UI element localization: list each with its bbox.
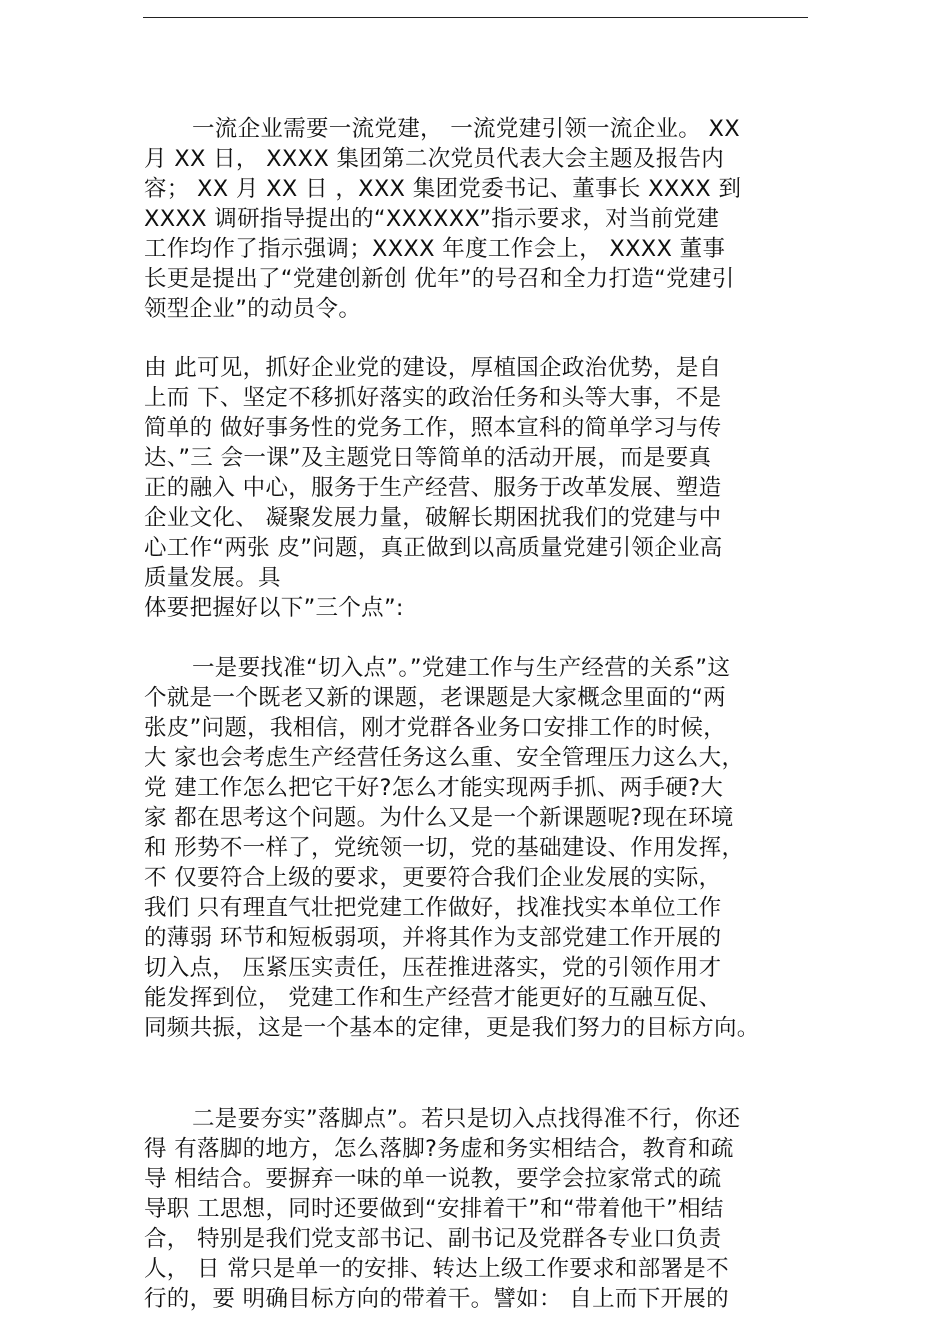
text-line: 人， 日 常只是单一的安排、转达上级工作要求和部署是不 [144,1256,729,1282]
text-line: 月 XX 日， XXXX 集团第二次党员代表大会主题及报告内 [144,146,725,172]
text-line: 和 形势不一样了，党统领一切，党的基础建设、作用发挥， [144,835,745,861]
text-line: 家 都在思考这个问题。为什么又是一个新课题呢?现在环境 [144,805,734,831]
text-line: 切入点， 压紧压实责任，压茬推进落实，党的引领作用才 [144,955,722,981]
text-line: 体要把握好以下”三个点”: [144,595,404,621]
text-line: 长更是提出了“党建创新创 优年”的号召和全力打造“党建引 [144,266,735,292]
text-line: 上而 下、坚定不移抓好落实的政治任务和头等大事，不是 [144,385,722,411]
text-line: 我们 只有理直气壮把党建工作做好，找准找实本单位工作 [144,895,722,921]
text-line: 领型企业”的动员令。 [144,296,362,322]
text-line: 一是要找准“切入点”。”党建工作与生产经营的关系”这 [192,655,731,681]
text-line: 个就是一个既老又新的课题，老课题是大家概念里面的“两 [144,685,726,711]
text-line: 简单的 做好事务性的党务工作，照本宣科的简单学习与传 [144,415,722,441]
paragraph-2 [144,353,820,623]
text-line: 二是要夯实”落脚点”。若只是切入点找得准不行，你还 [192,1106,741,1132]
text-line: 导职 工思想，同时还要做到“安排着干”和“带着他干”相结 [144,1196,724,1222]
paragraph-1 [144,114,820,324]
text-line: 不 仅要符合上级的要求，更要符合我们企业发展的实际， [144,865,722,891]
text-line: 行的，要 明确目标方向的带着干。譬如： 自上而下开展的 [144,1286,729,1312]
text-line: 党 建工作怎么把它干好?怎么才能实现两手抓、两手硬?大 [144,775,724,801]
text-line: 达、”三 会一课”及主题党日等简单的活动开展，而是要真 [144,445,712,471]
text-line: 企业文化、 凝聚发展力量，破解长期困扰我们的党建与中 [144,505,722,531]
header-rule [143,17,808,18]
text-line: 大 家也会考虑生产经营任务这么重、安全管理压力这么大， [144,745,745,771]
paragraph-3 [144,653,820,1043]
paragraph-4 [144,1104,820,1314]
text-line: 合， 特别是我们党支部书记、副书记及党群各专业口负责 [144,1226,722,1252]
text-line: 导 相结合。要摒弃一味的单一说教，要学会拉家常式的疏 [144,1166,722,1192]
text-line: 的薄弱 环节和短板弱项，并将其作为支部党建工作开展的 [144,925,722,951]
text-line: 张皮”问题，我相信，刚才党群各业务口安排工作的时候， [144,715,726,741]
text-line: 由 此可见，抓好企业党的建设，厚植国企政治优势，是自 [144,355,722,381]
text-line: XXXX 调研指导提出的“XXXXXX”指示要求，对当前党建 [144,206,720,232]
text-line: 心工作“两张 皮”问题，真正做到以高质量党建引领企业高 [144,535,723,561]
text-line: 质量发展。具 [144,565,281,591]
text-line: 同频共振，这是一个基本的定律，更是我们努力的目标方向。 [144,1015,760,1041]
text-line: 能发挥到位， 党建工作和生产经营才能更好的互融互促、 [144,985,722,1011]
text-line: 容； XX 月 XX 日 ，XXX 集团党委书记、董事长 XXXX 到 [144,176,742,202]
text-line: 一流企业需要一流党建， 一流党建引领一流企业。 XX [192,116,740,142]
text-line: 得 有落脚的地方，怎么落脚?务虚和务实相结合，教育和疏 [144,1136,734,1162]
text-line: 工作均作了指示强调；XXXX 年度工作会上， XXXX 董事 [144,236,726,262]
text-line: 正的融入 中心，服务于生产经营、服务于改革发展、塑造 [144,475,722,501]
